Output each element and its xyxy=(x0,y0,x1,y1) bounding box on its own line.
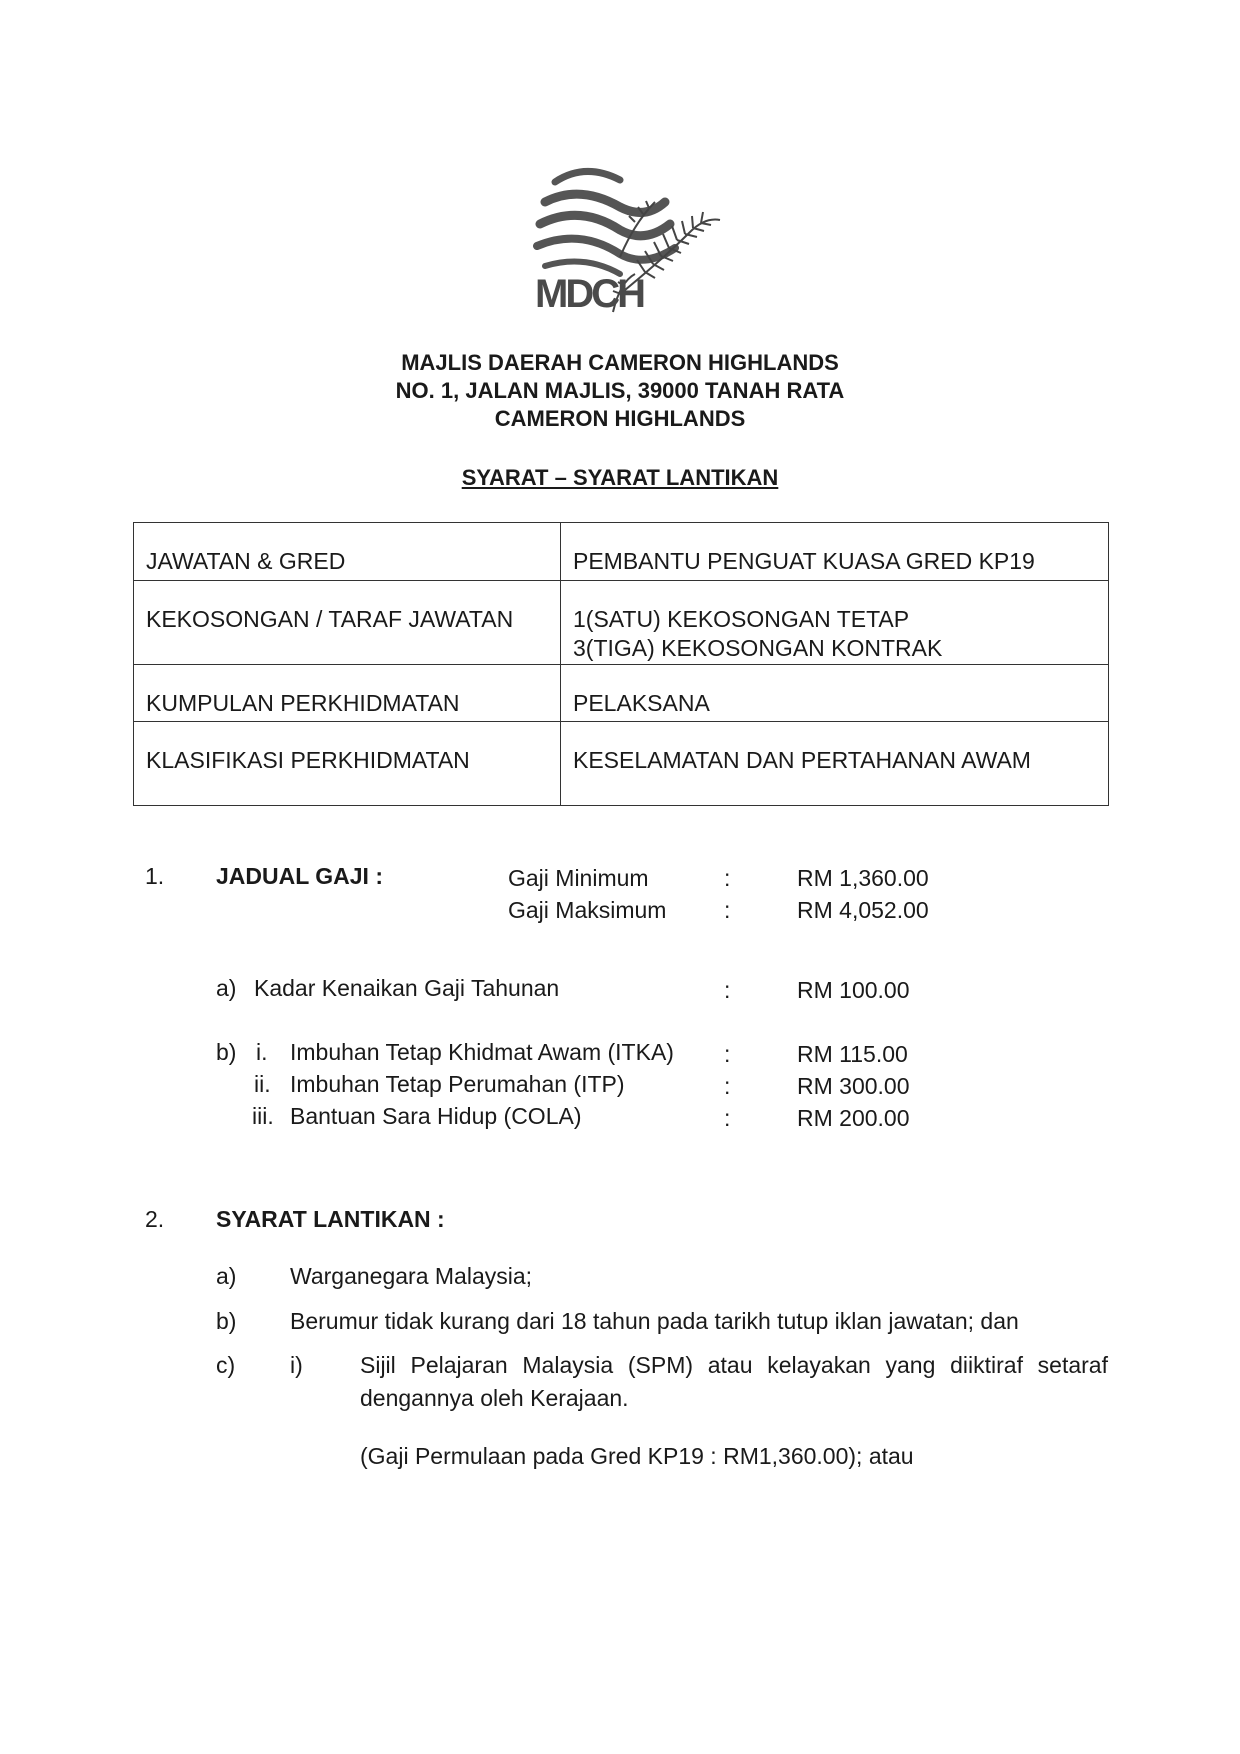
allowance-value: RM 200.00 xyxy=(797,1105,910,1131)
table-label: JAWATAN & GRED xyxy=(134,523,561,581)
allowance-marker: ii. xyxy=(254,1071,271,1097)
allowance-marker: iii. xyxy=(252,1103,274,1129)
table-value-line: 1(SATU) KEKOSONGAN TETAP xyxy=(573,606,910,632)
logo-text: MDCH xyxy=(535,272,643,316)
table-row xyxy=(134,722,1109,806)
allowance-value: RM 115.00 xyxy=(797,1041,908,1067)
mdch-logo xyxy=(525,162,740,322)
page-title xyxy=(0,465,1240,491)
table-row xyxy=(134,581,1109,665)
colon: : xyxy=(724,897,731,923)
page-title-text: SYARAT – SYARAT LANTIKAN xyxy=(461,465,779,490)
position-info-table xyxy=(133,522,1109,806)
allowance-marker: i. xyxy=(256,1039,268,1065)
table-value: PEMBANTU PENGUAT KUASA GRED KP19 xyxy=(561,523,1109,581)
salary-min-value: RM 1,360.00 xyxy=(797,865,929,891)
req-c-sub-marker: i) xyxy=(290,1352,303,1378)
item-b-marker: b) xyxy=(216,1039,237,1065)
annual-increment-label: Kadar Kenaikan Gaji Tahunan xyxy=(254,975,560,1001)
section-1-number: 1. xyxy=(145,863,165,889)
req-a-marker: a) xyxy=(216,1263,237,1289)
colon: : xyxy=(724,1105,731,1131)
allowance-value: RM 300.00 xyxy=(797,1073,910,1099)
table-value: KESELAMATAN DAN PERTAHANAN AWAM xyxy=(561,722,1109,806)
section-1-heading: JADUAL GAJI : xyxy=(216,863,383,889)
allowance-label: Bantuan Sara Hidup (COLA) xyxy=(290,1103,582,1129)
table-row xyxy=(134,523,1109,581)
mdch-fern-wave-logo-icon xyxy=(525,162,740,322)
req-c-marker: c) xyxy=(216,1352,236,1378)
council-name: MAJLIS DAERAH CAMERON HIGHLANDS xyxy=(401,350,839,375)
table-label: KEKOSONGAN / TARAF JAWATAN xyxy=(134,581,561,665)
colon: : xyxy=(724,865,731,891)
colon: : xyxy=(724,1073,731,1099)
colon: : xyxy=(724,977,731,1003)
req-c-line2: dengannya oleh Kerajaan. xyxy=(360,1385,629,1411)
req-c-line1: Sijil Pelajaran Malaysia (SPM) atau kelayakan yang diiktiraf setaraf xyxy=(360,1352,1108,1378)
req-b-text: Berumur tidak kurang dari 18 tahun pada tarikh tutup iklan jawatan; dan xyxy=(290,1308,1019,1334)
council-address: NO. 1, JALAN MAJLIS, 39000 TANAH RATA xyxy=(395,378,845,403)
table-value-line: 3(TIGA) KEKOSONGAN KONTRAK xyxy=(573,635,943,661)
allowance-label: Imbuhan Tetap Perumahan (ITP) xyxy=(290,1071,625,1097)
colon: : xyxy=(724,1041,731,1067)
item-a-marker: a) xyxy=(216,975,237,1001)
section-2-heading: SYARAT LANTIKAN : xyxy=(216,1206,445,1232)
salary-max-label: Gaji Maksimum xyxy=(508,897,667,923)
table-value xyxy=(561,581,1109,665)
req-b-marker: b) xyxy=(216,1308,237,1334)
council-location: CAMERON HIGHLANDS xyxy=(494,406,746,431)
annual-increment-value: RM 100.00 xyxy=(797,977,910,1003)
allowance-label: Imbuhan Tetap Khidmat Awam (ITKA) xyxy=(290,1039,674,1065)
salary-max-value: RM 4,052.00 xyxy=(797,897,929,923)
req-a-text: Warganegara Malaysia; xyxy=(290,1263,533,1289)
salary-min-label: Gaji Minimum xyxy=(508,865,649,891)
table-label: KUMPULAN PERKHIDMATAN xyxy=(134,665,561,722)
section-2-number: 2. xyxy=(145,1206,165,1232)
table-label: KLASIFIKASI PERKHIDMATAN xyxy=(134,722,561,806)
table-row xyxy=(134,665,1109,722)
table-value: PELAKSANA xyxy=(561,665,1109,722)
req-c-salary-note: (Gaji Permulaan pada Gred KP19 : RM1,360.00); atau xyxy=(360,1443,914,1469)
